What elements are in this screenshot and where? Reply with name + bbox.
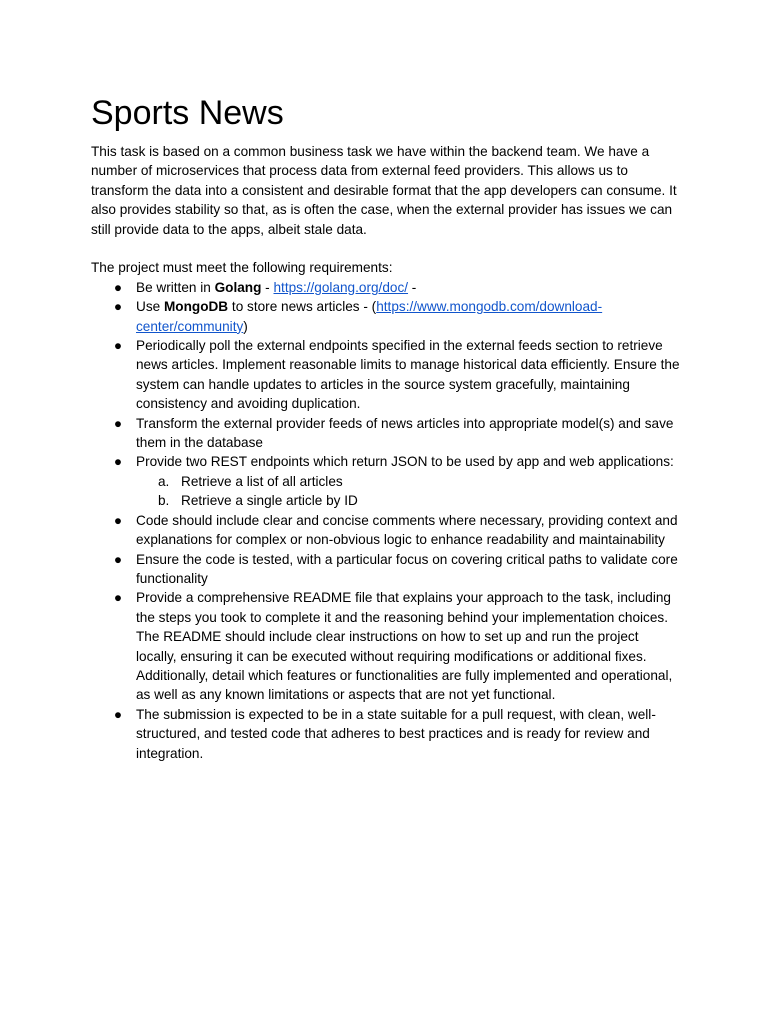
requirement-item-rest	[91, 452, 681, 510]
mongodb-download-link[interactable]: https://www.mongodb.com/download-center/community	[136, 299, 603, 334]
bullet-icon: ●	[113, 590, 123, 606]
sub-marker: b.	[158, 493, 170, 509]
document-page	[91, 92, 691, 763]
req1-mid: -	[261, 279, 274, 295]
sublist-item	[136, 491, 681, 510]
bullet-icon: ●	[113, 279, 123, 295]
req2-prefix: Use	[136, 299, 164, 315]
rest-endpoints-sublist	[136, 472, 681, 511]
requirement-item-polling	[91, 336, 681, 414]
requirement-item-testing	[91, 550, 681, 589]
req6-text: Code should include clear and concise comments where necessary, providing context and explanations for complex or non-obvious logic to enhance readability and maintainability	[136, 512, 678, 548]
sub-item-text: Retrieve a single article by ID	[181, 493, 358, 509]
requirement-item-readme	[91, 588, 681, 704]
bullet-icon: ●	[113, 299, 123, 315]
requirement-item-mongodb	[91, 297, 681, 336]
bullet-icon: ●	[113, 415, 123, 431]
req8-text: Provide a comprehensive README file that explains your approach to the task, including the steps you took to complete it and the reasoning behind your implementation choices. The README should include clear instructions on how to set up and run the project locally, ensuring it can be executed without requiring modifications or additional fixes. Additionally, detail which features or functionalities are fully implemented and operational, as well as any known limitations or aspects that are not yet functional.	[136, 590, 673, 703]
req1-suffix: -	[408, 279, 417, 295]
req9-text: The submission is expected to be in a state suitable for a pull request, with clean, well-structured, and tested code that adheres to best practices and is ready for review and integration.	[136, 706, 656, 761]
req3-text: Periodically poll the external endpoints specified in the external feeds section to retrieve news articles. Implement reasonable limits to manage historical data efficiently. Ensure the system can handle updates to articles in the source system gracefully, maintaining consistency and avoiding duplication.	[136, 338, 680, 412]
requirements-list	[91, 278, 691, 763]
sublist-item	[136, 472, 681, 491]
page-title: Sports News	[91, 94, 284, 132]
req5-text: Provide two REST endpoints which return JSON to be used by app and web applications:	[136, 454, 674, 470]
golang-doc-link[interactable]: https://golang.org/doc/	[273, 279, 409, 295]
bullet-icon: ●	[113, 512, 123, 528]
req1-prefix: Be written in	[136, 279, 215, 295]
bullet-icon: ●	[113, 454, 123, 470]
bullet-icon: ●	[113, 338, 123, 354]
req2-mid: to store news articles - (	[228, 299, 377, 315]
req2-suffix: )	[243, 318, 248, 334]
intro-paragraph: This task is based on a common business task we have within the backend team. We have a number of microservices that process data from external feed providers. This allows us to transform the data into a consistent and desirable format that the app developers can consume. It also provides stability so that, as is often the case, when the external provider has issues we can still provide data to the apps, albeit stale data.	[91, 144, 677, 237]
paragraph-spacer	[91, 239, 691, 258]
sub-marker: a.	[158, 473, 170, 489]
req4-text: Transform the external provider feeds of news articles into appropriate model(s) and save them in the database	[136, 415, 674, 451]
req7-text: Ensure the code is tested, with a particular focus on covering critical paths to validate core functionality	[136, 551, 678, 586]
requirement-item-comments	[91, 511, 681, 550]
sub-item-text: Retrieve a list of all articles	[181, 473, 343, 489]
requirement-item-transform	[91, 414, 681, 453]
requirement-item-golang	[91, 278, 681, 297]
req2-bold: MongoDB	[163, 299, 229, 315]
bullet-icon: ●	[113, 706, 123, 722]
req1-bold: Golang	[214, 279, 262, 295]
bullet-icon: ●	[113, 551, 123, 567]
requirement-item-submission	[91, 705, 681, 763]
requirements-intro: The project must meet the following requirements:	[91, 260, 393, 276]
